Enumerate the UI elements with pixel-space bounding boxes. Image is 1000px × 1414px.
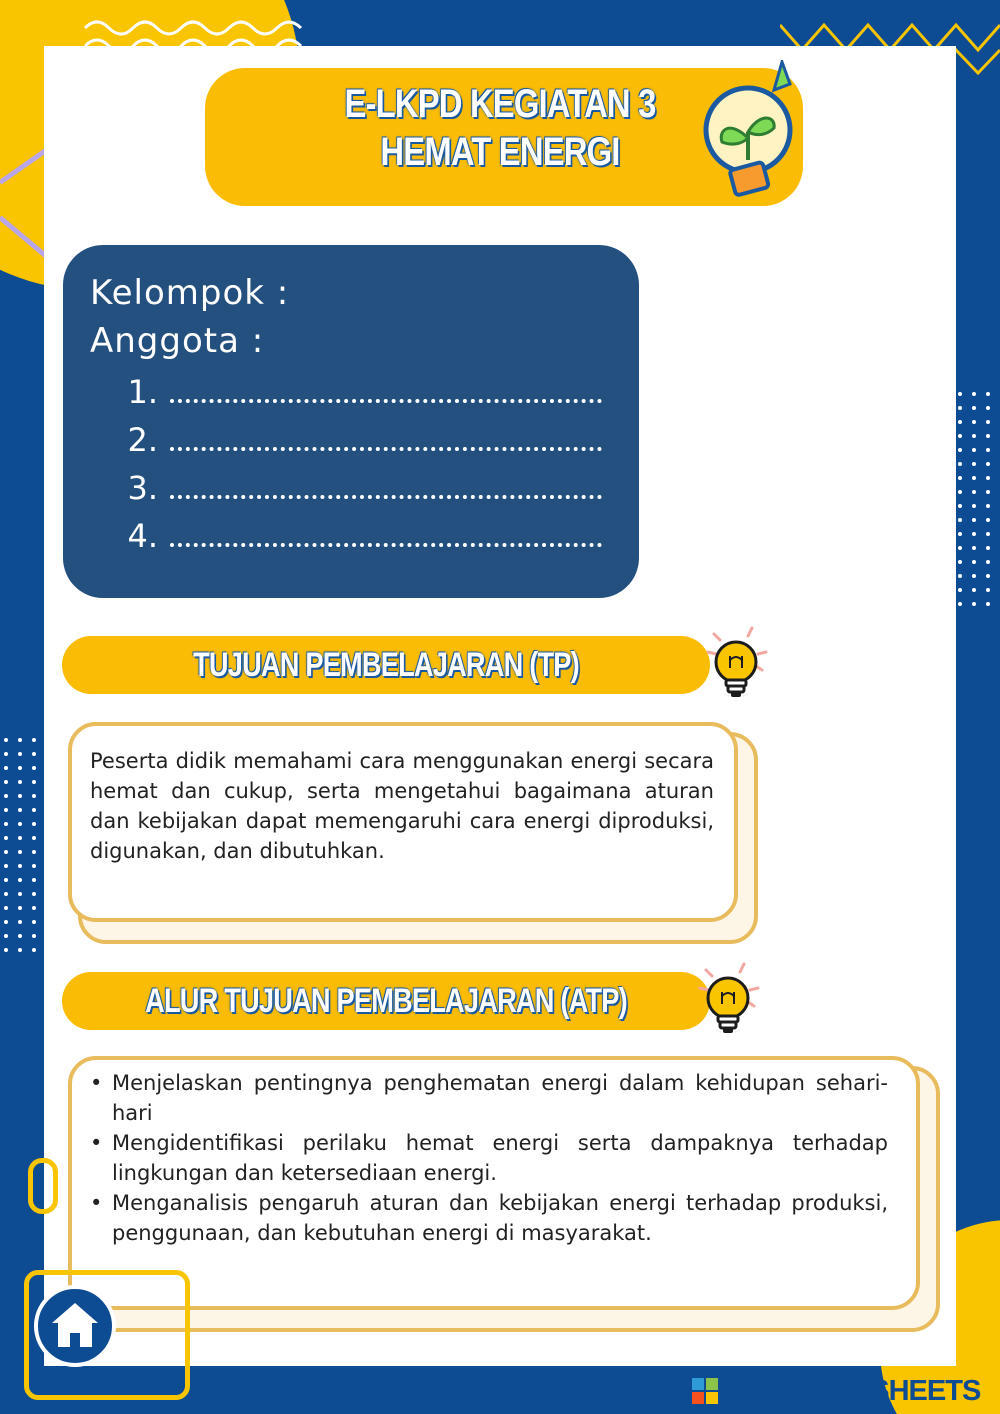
title-line-2: HEMAT ENERGI xyxy=(380,130,620,174)
lightbulb-sprout-icon xyxy=(690,60,805,210)
atp-heading: ALUR TUJUAN PEMBELAJARAN (ATP) xyxy=(145,982,627,1020)
group-card xyxy=(63,245,639,598)
member-row[interactable] xyxy=(118,469,602,507)
decor-frame xyxy=(28,1158,58,1214)
member-blank-line[interactable] xyxy=(170,495,602,499)
page-title xyxy=(287,80,713,176)
member-number: 1. xyxy=(127,373,158,411)
anggota-label: Anggota : xyxy=(90,321,265,361)
tp-text: Peserta didik memahami cara menggunakan energi secara hemat dan cukup, serta mengetahui bagaimana aturan dan kebijakan dapat memengaruhi cara energi diproduksi, digunakan, dan dibutuhkan. xyxy=(90,749,714,863)
member-blank-line[interactable] xyxy=(170,447,602,451)
kelompok-label: Kelompok : xyxy=(90,273,290,313)
lightbulb-icon xyxy=(694,960,764,1044)
decor-dots-left xyxy=(4,738,36,952)
atp-content-box xyxy=(68,1056,920,1310)
atp-list-item: • Menjelaskan pentingnya penghematan energi dalam kehidupan sehari-hari xyxy=(88,1068,888,1128)
member-number: 2. xyxy=(127,421,158,459)
member-row[interactable] xyxy=(118,517,602,555)
tp-heading: TUJUAN PEMBELAJARAN (TP) xyxy=(193,646,579,684)
member-blank-line[interactable] xyxy=(170,399,602,403)
member-blank-line[interactable] xyxy=(170,543,602,547)
home-button[interactable] xyxy=(34,1285,116,1367)
watermark-text: LIVEWORKSHEETS xyxy=(722,1374,981,1407)
lightbulb-icon xyxy=(702,624,772,708)
member-row[interactable] xyxy=(118,373,602,411)
member-number: 3. xyxy=(127,469,158,507)
member-number: 4. xyxy=(127,517,158,555)
home-icon xyxy=(38,1289,112,1363)
member-row[interactable] xyxy=(118,421,602,459)
tp-content-box xyxy=(68,722,738,922)
liveworksheets-logo-icon xyxy=(692,1378,718,1404)
liveworksheets-watermark xyxy=(692,1376,980,1406)
atp-list-item: • Mengidentifikasi perilaku hemat energi serta dampaknya terhadap lingkungan dan ketersediaan energi. xyxy=(88,1128,888,1188)
atp-list-item: • Menganalisis pengaruh aturan dan kebijakan energi terhadap produksi, penggunaan, dan kebutuhan energi di masyarakat. xyxy=(88,1188,888,1248)
title-line-1: E-LKPD KEGIATAN 3 xyxy=(344,82,656,126)
decor-dots-right xyxy=(958,392,990,606)
decor-wave xyxy=(80,10,330,50)
atp-list xyxy=(88,1068,888,1248)
